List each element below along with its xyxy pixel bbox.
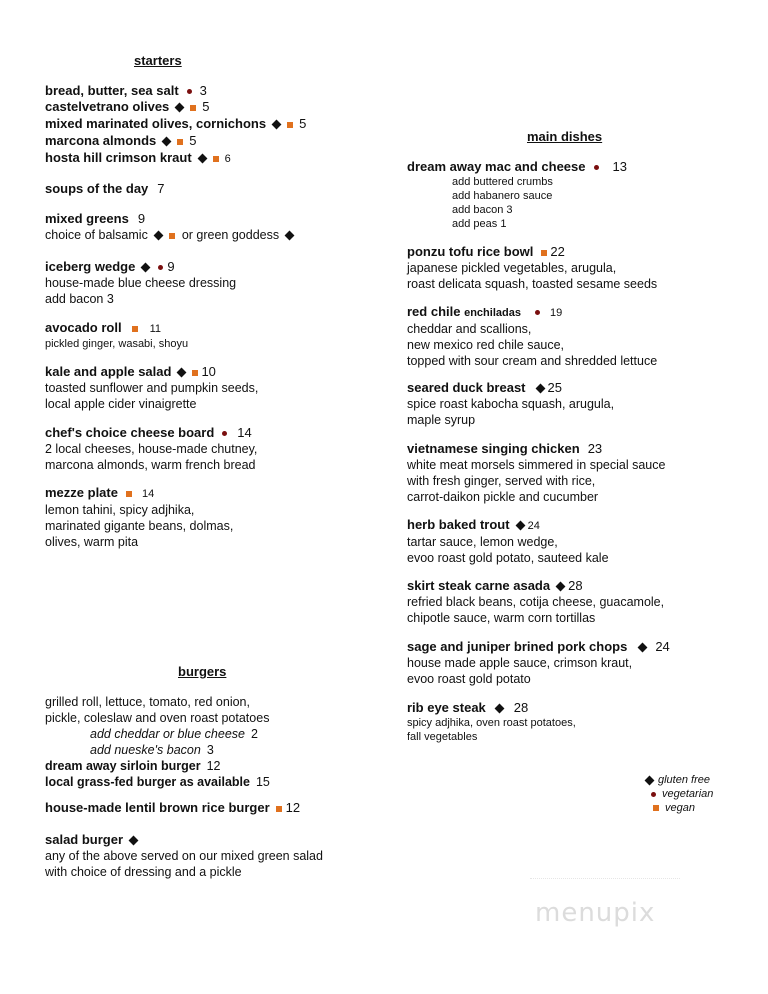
item-price: 7 [157,181,165,196]
item-name: vietnamese singing chicken [407,441,580,456]
item-price: 5 [189,133,197,148]
starter-mixed-greens [45,211,294,243]
item-price: 13 [612,159,627,174]
item-name: marcona almonds [45,133,157,148]
item-description: evoo roast gold potato [407,672,531,686]
square-icon [287,122,293,128]
main-singing-chicken [407,441,665,505]
item-price: 28 [513,700,529,715]
diamond-icon [175,103,185,113]
item-name: soups of the day [45,181,149,196]
item-price: 24 [527,520,540,532]
item-description: house-made blue cheese dressing [45,276,237,290]
starter-castelvetrano-olives [45,99,210,115]
item-name: house-made lentil brown rice burger [45,800,270,815]
main-mac-and-cheese [407,159,627,231]
starters-heading: starters [134,53,182,68]
item-price: 5 [202,99,210,114]
starter-avocado-roll [45,320,188,351]
item-description: spicy adjhika, oven roast potatoes, [407,717,576,729]
diamond-icon [162,137,172,147]
item-name: chef's choice cheese board [45,425,215,440]
burger-lentil [45,800,300,816]
item-name: mezze plate [45,485,118,500]
item-description: marinated gigante beans, dolmas, [45,519,234,533]
item-name: skirt steak carne asada [407,578,551,593]
item-description: fall vegetables [407,731,478,743]
item-name: avocado roll [45,320,122,335]
starter-iceberg-wedge [45,259,236,307]
legend-vegan: vegan [645,801,713,815]
item-description: local apple cider vinaigrette [45,397,197,411]
diamond-icon [177,368,187,378]
burgers-intro: grilled roll, lettuce, tomato, red onion, [45,695,250,709]
item-description: pickled ginger, wasabi, shoyu [45,338,189,350]
burgers-block [45,694,270,790]
item-price: 19 [549,307,563,319]
starter-mixed-olives [45,116,306,132]
main-skirt-steak [407,578,664,626]
starter-mezze-plate [45,485,233,550]
item-name: bread, butter, sea salt [45,83,179,98]
item-name: mixed greens [45,211,129,226]
item-description: white meat morsels simmered in special sauce [407,458,666,472]
starter-soups [45,181,165,197]
item-description: add bacon 3 [45,292,114,306]
item-name: seared duck breast [407,380,526,395]
diamond-icon [272,120,282,130]
item-price: 6 [224,153,231,165]
item-name: salad burger [45,832,124,847]
item-price: 11 [149,323,161,335]
starter-marcona-almonds [45,133,197,149]
item-description: maple syrup [407,413,476,427]
item-name: red chile [407,304,461,319]
square-icon [276,806,282,812]
main-red-chile-enchiladas [407,304,657,369]
item-description: any of the above served on our mixed green salad [45,849,323,863]
dot-icon [158,265,163,270]
starter-kale-apple-salad [45,364,258,412]
diamond-icon [197,154,207,164]
diamond-icon [535,384,545,394]
item-name: hosta hill crimson kraut [45,150,192,165]
diamond-icon [129,836,139,846]
item-description: with choice of dressing and a pickle [45,865,242,879]
square-icon [190,105,196,111]
item-name: rib eye steak [407,700,486,715]
square-icon [653,805,659,811]
dot-icon [535,310,540,315]
diamond-icon [285,231,295,241]
dot-icon [187,89,192,94]
main-dishes-heading: main dishes [527,129,603,144]
item-price: 5 [299,116,307,131]
square-icon [177,139,183,145]
item-description: choice of balsamic or green goddess [45,227,294,243]
square-icon [213,156,219,162]
diamond-icon [515,521,525,531]
item-description: chipotle sauce, warm corn tortillas [407,611,596,625]
starter-bread [45,83,207,99]
item-price: 23 [587,441,603,456]
item-addon: add habanero sauce [452,190,553,202]
item-description: lemon tahini, spicy adjhika, [45,503,195,517]
square-icon [169,233,175,239]
legend-vegetarian: vegetarian [645,787,713,801]
item-price: 9 [167,259,175,274]
item-addon: add peas 1 [452,218,507,230]
item-name: ponzu tofu rice bowl [407,244,534,259]
item-description: house made apple sauce, crimson kraut, [407,656,633,670]
burger-addon: add nueske's bacon 3 [90,743,214,757]
item-price: 12 [285,800,301,815]
item-description: olives, warm pita [45,535,139,549]
item-price: 24 [655,639,670,654]
item-name: mixed marinated olives, cornichons [45,116,267,131]
item-addon: add buttered crumbs [452,176,553,188]
main-herb-trout [407,517,609,566]
item-name: sage and juniper brined pork chops [407,639,628,654]
item-price: 22 [550,244,565,259]
burgers-intro: pickle, coleslaw and oven roast potatoes [45,711,270,725]
diamond-icon [153,231,163,241]
burger-addon: add cheddar or blue cheese 2 [90,727,258,741]
item-description: cheddar and scallions, [407,322,532,336]
square-icon [541,250,547,256]
item-name: dream away mac and cheese [407,159,586,174]
diamond-icon [494,704,504,714]
item-name: herb baked trout [407,517,510,532]
main-ponzu-tofu [407,244,657,292]
item-description: topped with sour cream and shredded lettuce [407,354,658,368]
item-description: 2 local cheeses, house-made chutney, [45,442,258,456]
item-description: japanese pickled vegetables, arugula, [407,261,617,275]
square-icon [192,370,198,376]
main-rib-eye [407,700,576,744]
item-name-small: enchiladas [464,307,521,319]
square-icon [126,491,132,497]
starter-crimson-kraut [45,150,231,167]
item-description: evoo roast gold potato, sauteed kale [407,551,609,565]
item-description: new mexico red chile sauce, [407,338,565,352]
item-price: 14 [237,425,252,440]
dot-icon [594,165,599,170]
item-description: roast delicata squash, toasted sesame seeds [407,277,658,291]
burgers-heading: burgers [178,664,227,679]
item-price: 9 [137,211,146,226]
burger-sirloin: dream away sirloin burger 12 [45,759,221,773]
item-name: kale and apple salad [45,364,172,379]
item-description: with fresh ginger, served with rice, [407,474,596,488]
burger-grass-fed: local grass-fed burger as available 15 [45,775,270,789]
square-icon [132,326,138,332]
dot-icon [651,792,656,797]
item-description: tartar sauce, lemon wedge, [407,535,558,549]
starter-cheese-board [45,425,257,473]
item-price: 25 [547,380,562,395]
legend-gluten-free: gluten free [645,773,713,787]
main-pork-chops [407,639,670,687]
main-duck-breast [407,380,614,428]
item-description: refried black beans, cotija cheese, guacamole, [407,595,665,609]
menupix-watermark: menupix [535,898,656,928]
item-name: castelvetrano olives [45,99,170,114]
item-description: carrot-daikon pickle and cucumber [407,490,599,504]
item-addon: add bacon 3 [452,204,513,216]
item-price: 10 [201,364,216,379]
item-price: 14 [141,488,155,500]
item-name: iceberg wedge [45,259,136,274]
item-price: 3 [199,83,207,98]
item-description: spice roast kabocha squash, arugula, [407,397,615,411]
item-price: 28 [568,578,583,593]
diamond-icon [645,775,655,785]
dietary-legend [645,773,713,815]
dot-icon [222,431,227,436]
item-description: toasted sunflower and pumpkin seeds, [45,381,259,395]
watermark-line [530,878,680,887]
diamond-icon [638,643,648,653]
burger-salad [45,832,323,880]
diamond-icon [556,582,566,592]
diamond-icon [141,263,151,273]
item-description: marcona almonds, warm french bread [45,458,256,472]
